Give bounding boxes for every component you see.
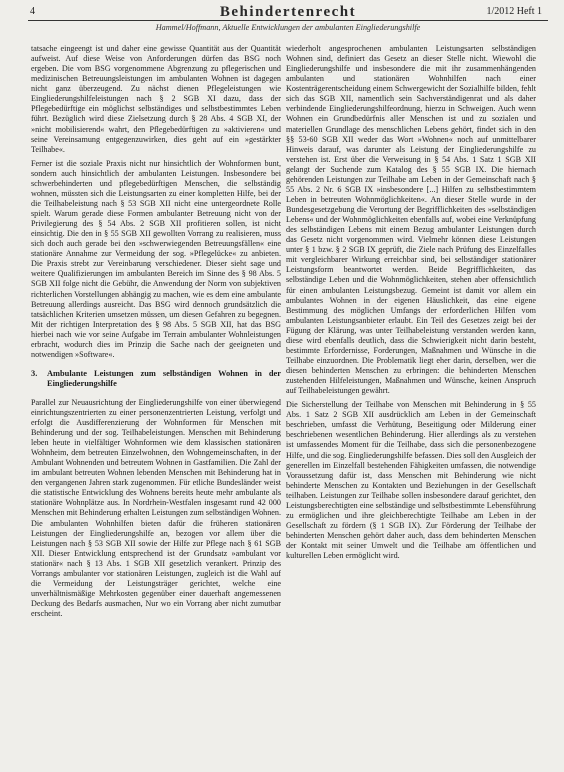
page-header [28, 4, 548, 38]
issue-label: 1/2012 Heft 1 [486, 6, 542, 17]
running-title: Hammel/Hoffmann, Aktuelle Entwicklungen der ambulanten Eingliederungshilfe [155, 23, 421, 32]
paragraph: Die Sicherstellung der Teilhabe von Menschen mit Behinderung in § 55 Abs. 1 Satz 2 SGB XII ausdrücklich am Leben in der Gemeinschaft beschrieben, umfasst die Verhütung, Beseitigung oder Milderung einer beschriebenen wesentlichen Behinderung. Hier allerdings als zu verstehen ist umfassendes Moment für die Teilhabe, dass sich die personenbezogene Hilfe, und die sog. Eingliederungshilfe befassen. Dies soll den Ausgleich der generellen im Einzelfall bestehenden Fähigkeiten umfassen, die notwendige Voraussetzung dafür ist, dass Menschen mit Behinderung wie nicht behinderte Menschen zu Kontakten und Beziehungen in der Gesellschaft teilhaben. Leistungen zur Teilhabe sollen insbesondere darauf gerichtet, den Leistungsberechtigten eine selbständige und selbstbestimmte Lebensführung zu ermöglichen und ihre gleichberechtigte Teilhabe am Leben in der Gesellschaft zu fördern (§ 1 SGB IX). Zur Förderung der Teilhabe der behinderten Menschen gehört daher auch, dass dem behinderten Menschen der Kontakt mit seiner Umwelt und die Teilhabe am öffentlichen und kulturellen Leben ermöglicht wird. [286, 400, 536, 561]
header-rule [28, 20, 548, 21]
right-column [286, 44, 536, 561]
paragraph: Parallel zur Neuausrichtung der Eingliederungshilfe von einer überwiegend einrichtungszentrierten zu einer personenzentrierten Leistung, verfolgt und erfolgt die Ausdifferenzierung der Wohnformen für Menschen mit Behinderung und der sog. Teilhabeleistungen. Menschen mit Behinderung leben heute in vielfältiger Wohnformen wie dem klassischen stationären Wohnheim, dem betreuten Einzelwohnen, den Wohngemeinschaften, in der Ambulant Wohnenden und betreutem Wohnen in Gastfamilien. Die Zahl der im ambulant betreuten Wohnen lebenden Menschen mit Behinderung hat in den vergangenen Jahren stark zugenommen. Für etliche Bundesländer weist die statistische Entwicklung des Wohnens bereits heute mehr ambulante als stationäre Wohnplätze aus. In Nordrhein-Westfalen insgesamt rund 42 000 Menschen mit Behinderung erhalten Leistungen zum selbständigen Wohnen. Die ambulanten Wohnhilfen bieten dafür die früheren stationären Leistungen der Eingliederungshilfe an, bezogen vor allem über die Leistungen nach § 53 SGB XII sowie der Hilfe zur Pflege nach § 61 SGB XII. Dieser Entwicklung entsprechend ist der Grundsatz »ambulant vor stationär« nach § 13 Abs. 1 SGB XII gesetzlich verankert. Prinzip des Vorrangs ambulanter vor stationären Leistungen, zugleich ist die Wahl auf die Vermeidung der Leistungsträger gerichtet, welche eine unverhältnismäßige Mehrkosten gegenüber einer dauerhaft angemessenen Deckung des Bedarfs ausmachen, Nur wo ein Vorrang aber nicht zumutbar erscheint. [31, 397, 281, 619]
section-number: 3. [31, 368, 38, 378]
section-title: Ambulante Leistungen zum selbständigen Wohnen in der Eingliederungshilfe [47, 368, 281, 389]
journal-title: Behindertenrecht [219, 4, 357, 20]
paragraph: Ferner ist die soziale Praxis nicht nur hinsichtlich der Wohnformen bunt, sondern auch hinsichtlich der ambulanten Leistungen. Insbesondere bei schwerbehinderten und pflegebedürftigen Menschen, die selbständig wohnen, müssten sich die Leistungsarten zu einer kompletten Hilfe, bei der die Teilhabeleistung nach § 53 SGB XII nicht eine untergeordnete Rolle spielt. Warum gerade diese Formen ambulanter Betreuung nicht von der Privilegierung des § 54 Abs. 2 SGB XII profitieren sollen, ist nicht einsichtig. Die den in § 55 SGB XII gewollten Vorrang zu realisieren, muss sich doch auch gerade bei den »schwerwiegenden Betreuungsfällen« eine stationäre Annahme zur Vermeidung der sog. »Pflegelücke« zu anbieten. Die Praxis strebt zur Vereinbarung verschiedener. Dieser sieht sage und weitere Qualifizierungen im ambulanten Bereich im Sinne des § 98 Abs. 5 SGB XII folge nicht die Gebühr, die Anwendung der Norm von subjektiven richterlichen Vorstellungen abhängig zu machen, wie es dem eine ambulante Betreuung allerdings ausreicht. Das BSG wird dennoch grundsätzlich die tatsächlichen Kriterien umsetzen müssen, um diesen Gefahren zu begegnen. Mit der richtigen Interpretation des § 98 Abs. 5 SGB XII, hat das BSG hierbei nach wie vor seine Aufgabe im Terrain ambulanter Wohnleistungen erbracht, wodurch dies im Prinzip die Sache nach der geeigneten und notwendigen »Software«. [31, 158, 281, 359]
paragraph: tatsache eingeengt ist und daher eine gewisse Quantität aus der Quantität aufweist. Auf diese Weise von Anforderungen dürfen das BSG noch ergeben. Die vom BSG vorgenommene Abgrenzung zu pflegerischen und medizinischen Betreuungsleistungen im ambulanten Wohnen ist dagegen nicht ganz überzeugend. Zu nächst dienen Pflegeleistungen wie Eingliederungshilfeleistungen nach § 2 SGB XI dazu, dass der Pflegebedürftige ein möglichst selbständiges und selbstbestimmtes Leben führt. Bezüglich wird diese Zielsetzung durch § 28 Abs. 4 SGB XI, der »nicht mobilisierend« wahrt, den Pflegebedürftigen zu »aktivieren« und seine Vereinsamung entgegenzuwirken, dies geht auf ein »gestärkter Teilhabe«. [31, 44, 281, 154]
left-column [31, 44, 281, 619]
section-heading [31, 369, 281, 390]
page-number: 4 [30, 6, 35, 17]
paragraph: wiederholt angesprochenen ambulanten Leistungsarten selbständigen Wohnen sind, definiert das Gesetz an dieser Stelle nicht. Wiewohl die Eingliederungshilfe und insbesondere die mit ihr zusammenhängenden ambulanten und stationären Wohnhilfen nach einer Kostenträgerentscheidung einem Schwergewicht der Sozialhilfe bilden, fehlt sich das SGB XII, namentlich sein Sachverständigenrat und als daher verbindende Eingliederungshilfeordnung, hierzu in Schweigen. Auch wenn Wohnen ein Grundbedürfnis aller Menschen ist und zu sozialen und materiellen Grundlage des menschlichen Lebens gehört, findet sich in den §§ 53-60 SGB XII weder das Wort »Wohnen« noch auf unmittelbarer Hinweis darauf, was darunter als Leistung der Eingliederungshilfe zu verstehen ist. Erst über die Verweisung in § 54 Abs. 1 Satz 1 SGB XII gelangt der Suchende zum Katalog des § 55 SGB IX. Die hiernach gehörenden Leistungen zur Teilhabe am Leben in der Gemeinschaft nach § 55 Abs. 2 Nr. 6 SGB IX »insbesondere [...] Hilfen zu selbstbestimmtem Leben in betreuten Wohnmöglichkeiten«. An dieser Stelle wurde in der Bundesgesetzgebung die Verortung der Begrifflichkeiten des »selbständigen Lebens« und der Wohnmöglichkeiten ebenfalls auf, wobei eine Verknüpfung des selbständigen Lebens mit einem Bezug ambulanter Leistungen durch das Gesetz nicht vorgenommen wird. Vielmehr können diese Leistungen unter § 1 bzw. § 2 SGB IX geprüft, die Ziele nach Prüfung des Einzelfalles mit vergleichbarer Wirkung erreichbar sind, bei selbständiger stationärer Leistungsform beantwortet werden. Beide Begrifflichkeiten, das selbständige Leben und die Wohnmöglichkeiten, stehen aber offensichtlich für einen ambulanten Leistungsbezug. Gemeint ist damit vor allem ein ambulantes Wohnen in der eigenen Häuslichkeit, das eine eigene Bestimmung des möglichen Umfangs der erforderlichen Hilfen vom ambulanten Leistungsanbieter erlaubt. Ein Teil des Gesetzes zeigt bei der Fügung der Klärung, was unter Teilhabeleistung verstanden werden kann, diese wird ebenfalls deutlich, dass die Schwierigkeit nicht darin besteht, bestimmte Erfordernisse, Forderungen, Maßnahmen und Wünsche in die Teilhabe einzuordnen. Die Problematik liegt eher darin, derselben, wer die diesen behinderten Menschen zu erbringen: die behinderten Menschen zustehenden Hilfeleistungen, Maßnahmen und Wünsche, keinen Anspruch auf Teilhabeleistungen gewährt. [286, 44, 536, 396]
